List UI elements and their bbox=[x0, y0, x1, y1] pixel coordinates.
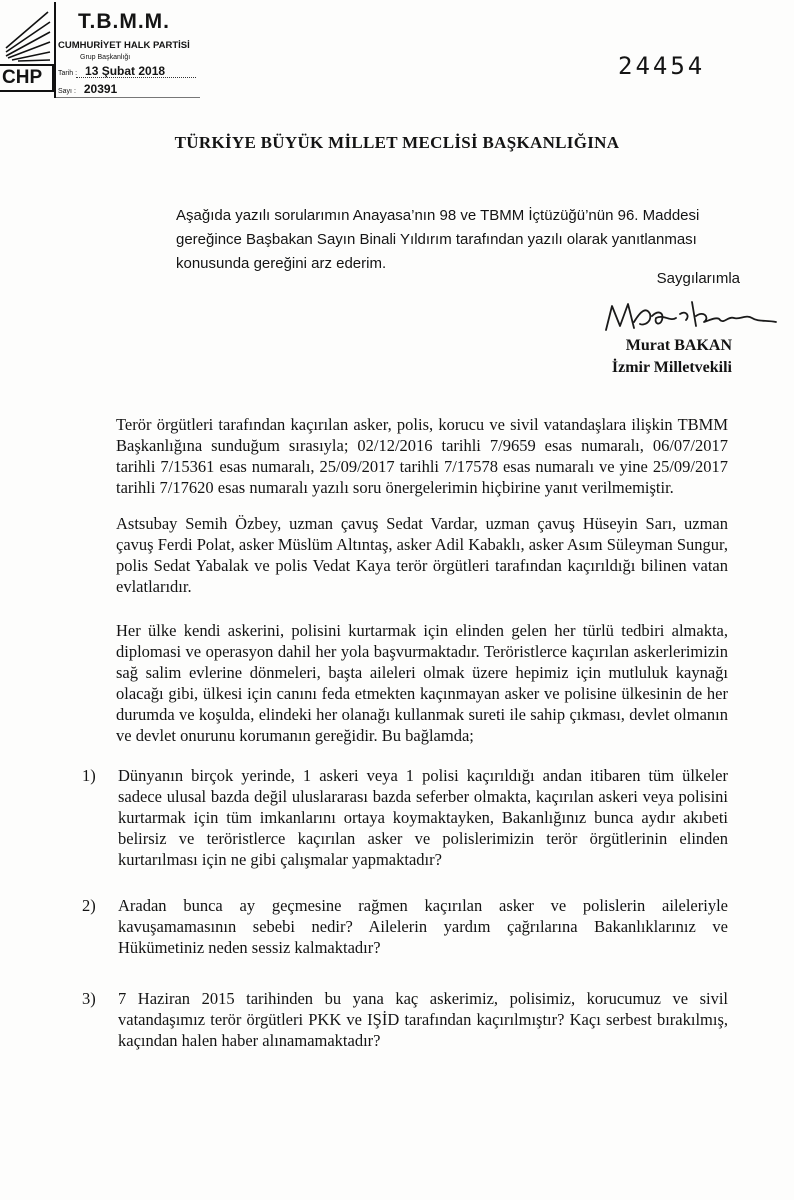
signer-block bbox=[612, 335, 732, 379]
question-text: Aradan bunca ay geçmesine rağmen kaçırılan asker ve polislerin aileleriyle kavuşamamasının sebebi nedir? Ailelerin yardım çağrılarına Bakanlıklarınız ve Hükümetiniz neden sessiz kalmaktadır? bbox=[118, 896, 728, 957]
stamp-bottom-line bbox=[56, 97, 200, 98]
intro-paragraph: Aşağıda yazılı sorularımın Anayasa’nın 98 ve TBMM İçtüzüğü’nün 96. Maddesi gereğince Başbakan Sayın Binali Yıldırım tarafından yazılı olarak yanıtlanması konusunda gereğini arz ederim. bbox=[176, 207, 700, 272]
document-heading: TÜRKİYE BÜYÜK MİLLET MECLİSİ BAŞKANLIĞINA bbox=[174, 133, 620, 152]
body-paragraph: Terör örgütleri tarafından kaçırılan asker, polis, korucu ve sivil vatandaşlara ilişkin TBMM Başkanlığına sunduğum sırasıyla; 02/12/2016 tarihli 7/9659 esas numaralı, 06/07/2017 tarihli 7/15361 esas numaralı, 25/09/2017 tarihli 7/17578 esas numaralı ve yine 25/09/2017 tarihli 7/17620 esas numaralı yazılı soru önergelerimin hiçbirine yanıt verilmemiştir. bbox=[116, 415, 728, 497]
chp-arrows-logo bbox=[2, 8, 52, 62]
stamp-institution: T.B.M.M. bbox=[78, 10, 170, 33]
stamp-date-row bbox=[58, 64, 165, 78]
question-item bbox=[82, 988, 728, 1051]
party-abbreviation: CHP bbox=[0, 64, 54, 92]
closing-greeting: Saygılarımla bbox=[656, 270, 740, 287]
signer-title: İzmir Milletvekili bbox=[611, 359, 732, 376]
question-number: 3) bbox=[82, 989, 96, 1008]
stamp-number-row bbox=[58, 82, 117, 96]
signer-name: Murat BAKAN bbox=[625, 337, 732, 354]
stamp-number-value: 20391 bbox=[83, 82, 118, 96]
stamp-party-name: CUMHURİYET HALK PARTİSİ bbox=[58, 40, 190, 51]
question-number: 1) bbox=[82, 766, 96, 785]
body-paragraph: Astsubay Semih Özbey, uzman çavuş Sedat Vardar, uzman çavuş Hüseyin Sarı, uzman çavuş Ferdi Polat, asker Müslüm Altıntaş, asker Adil Kabaklı, asker Asım Süleyman Sungur, polis Sedat Yabalak ve polis Vedat Kaya terör örgütleri tarafından kaçırıldığı bilinen vatan evlatlarıdır. bbox=[116, 514, 728, 596]
document-number: 24454 bbox=[618, 52, 706, 80]
question-number: 2) bbox=[82, 896, 96, 915]
stamp-number-label: Sayı : bbox=[58, 88, 76, 95]
stamp-divider bbox=[54, 2, 56, 98]
party-stamp bbox=[0, 2, 200, 100]
stamp-date-value: 13 Şubat 2018 bbox=[85, 64, 166, 78]
stamp-unit: Grup Başkanlığı bbox=[80, 54, 131, 61]
stamp-date-label: Tarih : bbox=[58, 70, 78, 77]
stamp-date-dots bbox=[76, 77, 196, 78]
question-item bbox=[82, 765, 728, 870]
question-text: 7 Haziran 2015 tarihinden bu yana kaç askerimiz, polisimiz, korucumuz ve sivil vatandaşımız terör örgütleri PKK ve IŞİD tarafından kaçırılmıştır? Kaçı serbest bırakılmış, kaçından halen haber alınamamaktadır? bbox=[118, 989, 728, 1050]
question-text: Dünyanın birçok yerinde, 1 askeri veya 1 polisi kaçırıldığı andan itibaren tüm ülkeler sadece ulusal bazda değil uluslararası bazda seferber olmakta, kaçırılan askeri veya polisini kurtarmak için tüm imkanlarını ortaya koymaktayken, Bakanlığınız bunca aydır akıbeti belirsiz ve teröristlerce kaçırılan asker ve polislerimizin terör örgütlerinin elinden kurtarılması için ne gibi çalışmalar yapmaktadır? bbox=[118, 766, 728, 869]
question-item bbox=[82, 895, 728, 958]
body-paragraph: Her ülke kendi askerini, polisini kurtarmak için elinden gelen her türlü tedbiri almakta, diplomasi ve operasyon dahil her yola başvurmaktadır. Teröristlerce kaçırılan askerlerimizin sağ salim evlerine dönmeleri, başta aileleri olmak üzere hepimiz için mutluluk kaynağı olacağı gibi, ülkesi için canını feda etmekten kaçınmayan asker ve polisine ülkesinin de her durumda ve koşulda, elindeki her olanağı kullanmak sureti ile sahip çıkması, devlet olmanın ve devlet onurunu korumanın gereğidir. Bu bağlamda; bbox=[116, 621, 728, 745]
